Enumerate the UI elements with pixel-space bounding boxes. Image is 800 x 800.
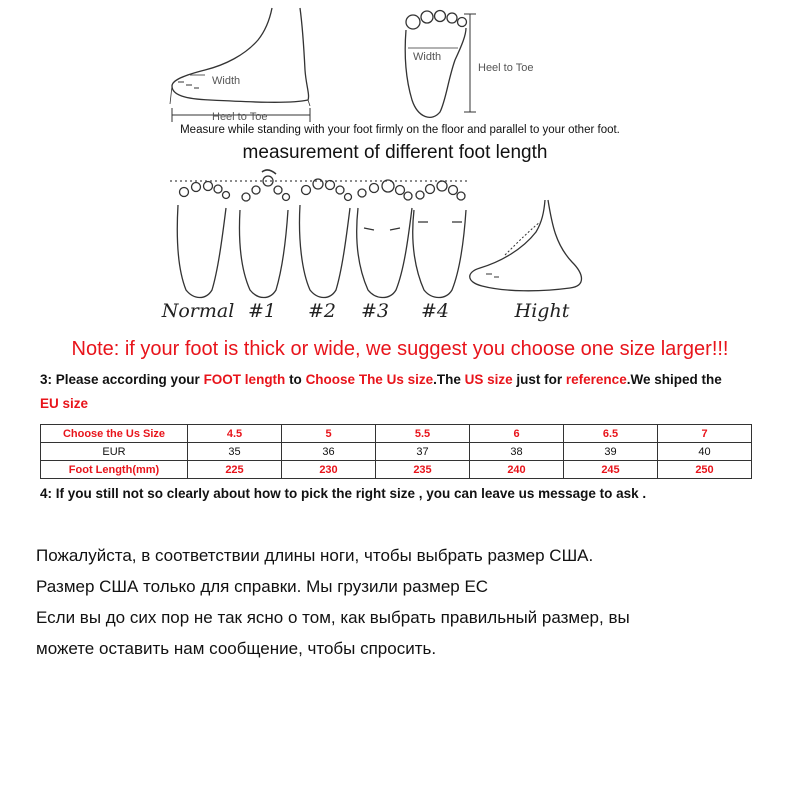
side-view-foot-drawing <box>170 8 310 122</box>
table-cell: 37 <box>376 443 470 461</box>
top-width-label: Width <box>413 51 442 63</box>
foot-type-4: #4 <box>420 300 449 322</box>
footprint-high-arch <box>470 200 582 291</box>
row-header-foot-length: Foot Length(mm) <box>41 461 188 479</box>
row-header-eur: EUR <box>41 443 188 461</box>
footprint-normal <box>177 182 229 298</box>
table-cell: 230 <box>282 461 376 479</box>
instr3-foot-length: FOOT length <box>203 372 286 387</box>
top-view-foot-drawing <box>405 11 476 118</box>
table-cell: 5.5 <box>376 425 470 443</box>
table-cell: 4.5 <box>188 425 282 443</box>
footprint-3 <box>357 180 412 298</box>
table-cell: 38 <box>470 443 564 461</box>
footprint-4 <box>413 181 466 298</box>
footprint-1 <box>239 170 289 298</box>
foot-type-2: #2 <box>307 300 336 322</box>
size-table <box>40 424 752 479</box>
russian-line-1: Пожалуйста, в соответствии длины ноги, чтобы выбрать размер США. <box>36 546 594 565</box>
row-header-us-size: Choose the Us Size <box>41 425 188 443</box>
table-cell: 245 <box>564 461 658 479</box>
table-cell: 39 <box>564 443 658 461</box>
instruction-4: 4: If you still not so clearly about how to pick the right size , you can leave us message to ask . <box>40 486 647 501</box>
foot-type-1: #1 <box>247 300 276 322</box>
table-cell: 225 <box>188 461 282 479</box>
table-cell: 36 <box>282 443 376 461</box>
foot-length-heading: measurement of different foot length <box>242 142 548 163</box>
instr3-part: 3: Please according your <box>40 372 204 387</box>
footprint-2 <box>299 179 351 298</box>
instr3-part: .The <box>433 372 465 387</box>
instruction-3 <box>40 368 740 416</box>
table-row <box>41 425 752 443</box>
russian-line-4: можете оставить нам сообщение, чтобы спросить. <box>36 639 437 658</box>
table-row <box>41 461 752 479</box>
instr3-part: just for <box>512 372 566 387</box>
instr3-part: to <box>285 372 306 387</box>
table-cell: 240 <box>470 461 564 479</box>
russian-line-2: Размер США только для справки. Мы грузили размер ЕС <box>36 577 489 596</box>
instr3-part: .We shiped the <box>626 372 722 387</box>
instr3-eu-size: EU size <box>40 396 89 411</box>
table-row <box>41 443 752 461</box>
russian-instructions <box>36 540 776 664</box>
instr3-us-size: US size <box>464 372 513 387</box>
table-cell: 6.5 <box>564 425 658 443</box>
table-cell: 5 <box>282 425 376 443</box>
side-heel-to-toe-label: Heel to Toe <box>212 111 268 123</box>
table-cell: 6 <box>470 425 564 443</box>
measurement-caption: Measure while standing with your foot firmly on the floor and parallel to your other foot. <box>180 124 620 136</box>
table-cell: 235 <box>376 461 470 479</box>
foot-type-normal: Normal <box>161 300 235 322</box>
russian-line-3: Если вы до сих пор не так ясно о том, как выбрать правильный размер, вы <box>36 608 630 627</box>
foot-type-3: #3 <box>360 300 389 322</box>
top-heel-to-toe-label: Heel to Toe <box>478 62 534 74</box>
table-cell: 40 <box>658 443 752 461</box>
instr3-reference: reference <box>565 372 627 387</box>
table-cell: 250 <box>658 461 752 479</box>
foot-type-hight: Hight <box>514 300 570 322</box>
instr3-choose-us-size: Choose The Us size <box>305 372 434 387</box>
table-cell: 35 <box>188 443 282 461</box>
table-cell: 7 <box>658 425 752 443</box>
side-width-label: Width <box>212 75 241 87</box>
size-note: Note: if your foot is thick or wide, we suggest you choose one size larger!!! <box>71 338 729 360</box>
